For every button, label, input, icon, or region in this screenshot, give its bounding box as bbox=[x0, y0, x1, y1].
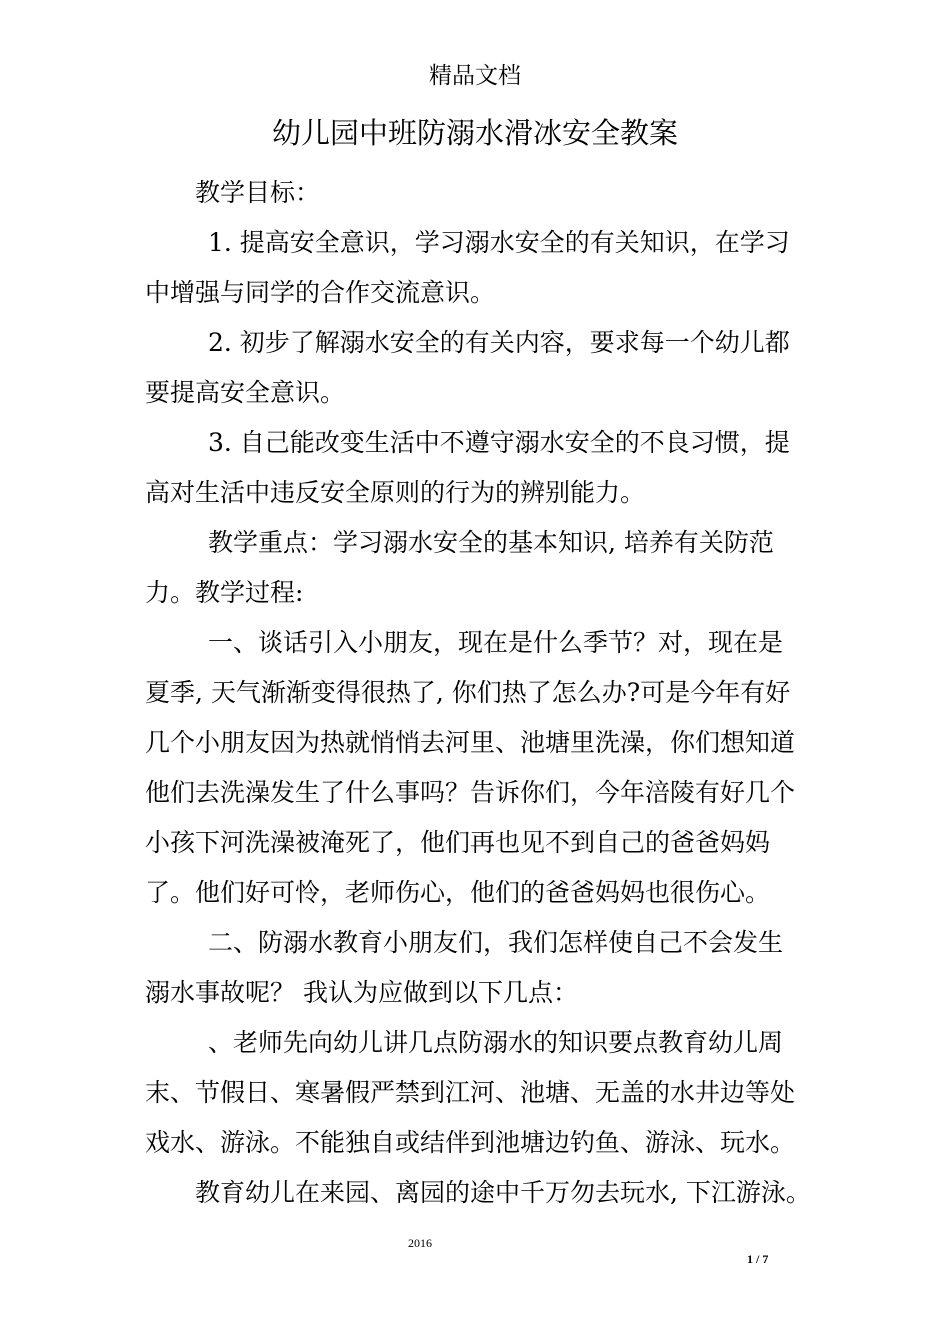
text-line: 1. 提高安全意识，学习溺水安全的有关知识，在学习 bbox=[208, 228, 790, 257]
text-line: 他们去洗澡发生了什么事吗？告诉你们，今年涪陵有好几个 bbox=[145, 778, 796, 807]
page-header: 精品文档 bbox=[429, 63, 521, 89]
document-title: 幼儿园中班防溺水滑冰安全教案 bbox=[271, 116, 678, 150]
text-line: 末、节假日、寒暑假严禁到江河、池塘、无盖的水井边等处 bbox=[145, 1078, 796, 1107]
text-line: 教学重点：学习溺水安全的基本知识, 培养有关防范 bbox=[208, 528, 774, 557]
text-line: 二、防溺水教育小朋友们，我们怎样使自己不会发生 bbox=[208, 928, 784, 957]
text-line: 教学目标： bbox=[195, 178, 321, 207]
document-body bbox=[145, 168, 845, 1218]
text-line: 夏季, 天气渐渐变得很热了, 你们热了怎么办?可是今年有好 bbox=[145, 678, 791, 707]
text-line: 中增强与同学的合作交流意识。 bbox=[145, 278, 496, 307]
page-number: 1 / 7 bbox=[747, 1252, 769, 1266]
text-line: 、老师先向幼儿讲几点防溺水的知识要点教育幼儿周 bbox=[208, 1028, 784, 1057]
text-line: 高对生活中违反安全原则的行为的辨别能力。 bbox=[145, 478, 646, 507]
text-line: 3. 自己能改变生活中不遵守溺水安全的不良习惯，提 bbox=[208, 428, 790, 457]
text-line: 小孩下河洗澡被淹死了，他们再也见不到自己的爸爸妈妈 bbox=[145, 828, 771, 857]
footer-year: 2016 bbox=[408, 1236, 432, 1250]
text-line: 力。教学过程: bbox=[145, 578, 304, 607]
text-line: 溺水事故呢？ 我认为应做到以下几点： bbox=[145, 978, 578, 1007]
text-line: 教育幼儿在来园、离园的途中千万勿去玩水, 下江游泳。 bbox=[195, 1178, 811, 1207]
text-line: 2. 初步了解溺水安全的有关内容，要求每一个幼儿都 bbox=[208, 328, 790, 357]
text-line: 要提高安全意识。 bbox=[145, 378, 346, 407]
text-line: 几个小朋友因为热就悄悄去河里、池塘里洗澡，你们想知道 bbox=[145, 728, 796, 757]
text-line: 戏水、游泳。不能独自或结伴到池塘边钓鱼、游泳、玩水。 bbox=[145, 1128, 796, 1157]
text-line: 一、谈话引入小朋友，现在是什么季节？对，现在是 bbox=[208, 628, 784, 657]
text-line: 了。他们好可怜，老师伤心，他们的爸爸妈妈也很伤心。 bbox=[145, 878, 771, 907]
